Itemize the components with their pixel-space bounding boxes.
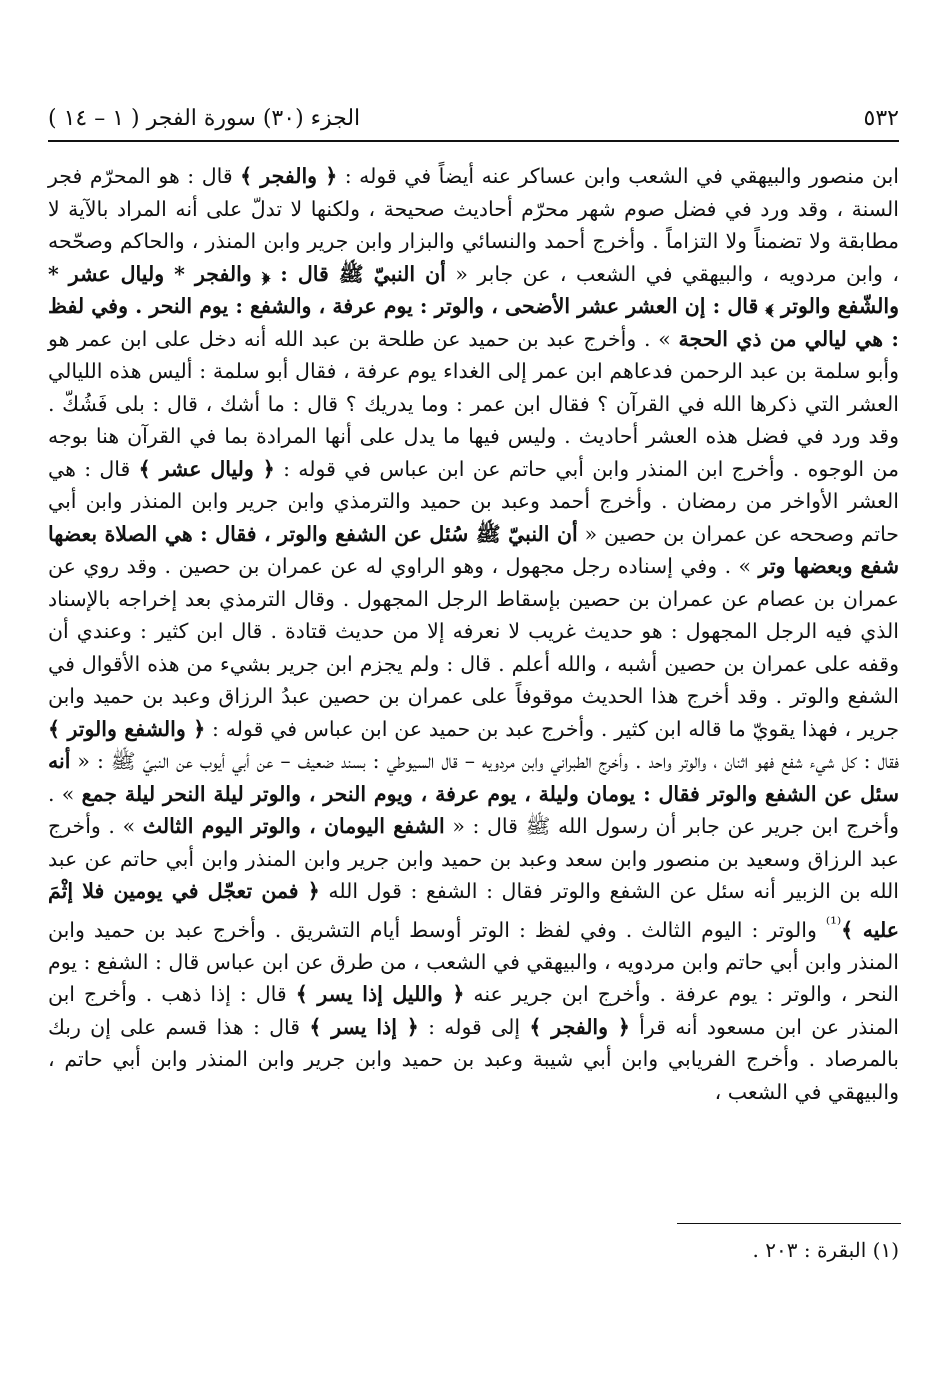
hadith-quote: الشفع اليومان ، والوتر اليوم الثالث — [142, 814, 445, 838]
page-number: ٥٣٢ — [863, 106, 899, 131]
quran-quote: ﴿ والليل إذا يسر ﴾ — [295, 982, 465, 1007]
text-run: » . وفي إسناده رجل مجهول ، وهو الراوي له عن عمران بن حصين . وقد روي عن عمران بن عصام عن عمران بن حصين بإسقاط الرجل المجهول . وقال الترمذي بعد إخراجه بالإسناد الذي فيه الرجل المجهول : هو حديث غريب لا نعرفه إلا من حديث قتادة . قال ابن كثير : وعندي أن وقفه على عمران بن حصين أشبه ، والله أعلم . قال : ولم يجزم ابن جرير بشيء من هذه الأقوال في الشفع والوتر . وقد أخرج هذا الحديث موقوفاً على عمران بن حصين عبدُ الرزاق وعبد بن حميد وابن جرير ، فهذا يقويّ ما قاله ابن كثير . وأخرج عبد بن حميد عن ابن عباس في قوله : — [48, 554, 899, 741]
text-run: فقال : كل شيء شفع فهو اثنان ، والوتر واحد . وأخرج الطبراني وابن مردويه – قال السيوطي : بسند ضعيف – عن أبي أيوب عن النبيّ ﷺ : « — [70, 749, 899, 773]
footnote-rule — [677, 1223, 901, 1224]
quran-quote: ﴿ والشفع والوتر ﴾ — [48, 716, 206, 741]
text-run: إلى قوله : — [418, 1014, 530, 1039]
quran-quote: ﴿ وليال عشر ﴾ — [138, 456, 275, 481]
text-run: » . وأخرج ابن جرير عن جابر أن رسول الله ﷺ قال : « — [48, 781, 899, 838]
text-run: قال : هو المحرّم فجر السنة ، وقد ورد في فضل صوم شهر محرّم أحاديث صحيحة ، ولكنها لا تدلّ على أنه المراد بالآية لا مطابقة ولا تضمناً ولا التزاماً . وأخرج أحمد والنسائي والبزار وابن جرير وابن المنذر ، والحاكم وصحّحه ، وابن مردويه ، والبيهقي في الشعب ، عن جابر « — [48, 164, 899, 286]
footnote: (١) البقرة : ٢٠٣ . — [752, 1238, 899, 1262]
text-run: قال : هي العشر الأواخر من رمضان . وأخرج أحمد وعبد بن حميد والترمذي وابن جرير وابن المنذر وابن أبي حاتم وصححه عن عمران بن حصين « — [48, 456, 899, 546]
text-run: قال : هذا قسم على إن ربك بالمرصاد . وأخرج الفريابي وابن أبي شيبة وعبد بن حميد وابن جرير وابن المنذر وابن أبي حاتم ، والبيهقي في الشعب ، — [48, 1014, 899, 1104]
hadith-quote: أن النبيّ ﷺ قال : ﴿ والفجر * وليال عشر * والشّفع والوتر ﴾ قال : إن العشر عشر الأضحى ، والوتر : يوم عرفة ، والشفع : يوم النحر . وفي لفظ : هي ليالي من ذي الحجة — [47, 261, 900, 351]
text-run: والوتر : اليوم الثالث . وفي لفظ : الوتر أوسط أيام التشريق . وأخرج عبد بن حميد وابن المنذر وابن أبي حاتم وابن مردويه ، والبيهقي في الشعب ، من طرق عن ابن عباس قال : الشفع : يوم النحر ، والوتر : يوم عرفة . وأخرج ابن جرير عنه — [48, 917, 899, 1007]
paragraph — [48, 160, 899, 1108]
quran-quote: ﴿ إذا يسر ﴾ — [309, 1014, 419, 1039]
quran-quote: ﴿ والفجر ﴾ — [529, 1014, 630, 1039]
text-run: قال : إذا ذهب . وأخرج ابن المنذر عن ابن مسعود أنه قرأ — [48, 982, 899, 1039]
quran-quote: ﴿ فمن تعجّل في يومين فلا إثْمَ عليه ﴾ — [48, 879, 899, 942]
body-text — [48, 160, 899, 1108]
header-rule — [48, 140, 899, 142]
text-run: » . وأخرج عبد بن حميد عن طلحة بن عبد الله أنه دخل على ابن عمر هو وأبو سلمة بن عبد الرحمن فدعاهم ابن عمر إلى الغداء يوم عرفة ، فقال أبو سلمة : أليس هذه الليالي العشر التي ذكرها الله في القرآن ؟ فقال ابن عمر : وما يدريك ؟ قال : ما أشك ، قال : بلى فَشُكّ . وقد ورد في فضل هذه العشر أحاديث . وليس فيها ما يدل على أنها المرادة بما في القرآن هنا بوجه من الوجوه . وأخرج ابن المنذر وابن أبي حاتم عن ابن عباس في قوله : — [48, 326, 900, 481]
running-title: الجزء (٣٠) سورة الفجر ( ١ – ١٤ ) — [48, 106, 361, 131]
quran-quote: ﴿ والفجر ﴾ — [240, 164, 338, 188]
hadith-quote: أنه سئل عن الشفع والوتر فقال : يومان وليلة ، يوم عرفة ، ويوم النحر ، والوتر ليلة النحر ليلة جمع — [48, 749, 899, 806]
hadith-quote: أن النبيّ ﷺ سُئل عن الشفع والوتر ، فقال : هي الصلاة بعضها شفع وبعضها وتر — [48, 521, 900, 578]
text-run: ابن منصور والبيهقي في الشعب وابن عساكر عنه أيضاً في قوله : — [337, 164, 900, 188]
footnote-ref: ⁽¹⁾ — [825, 913, 842, 934]
page-header — [48, 92, 899, 142]
text-run: » . وأخرج عبد الرزاق وسعيد بن منصور وابن سعد وعبد بن حميد وابن جرير وابن المنذر وابن أبي حاتم عن عبد الله بن الزبير أنه سئل عن الشفع والوتر فقال : الشفع : قول الله — [48, 814, 899, 903]
